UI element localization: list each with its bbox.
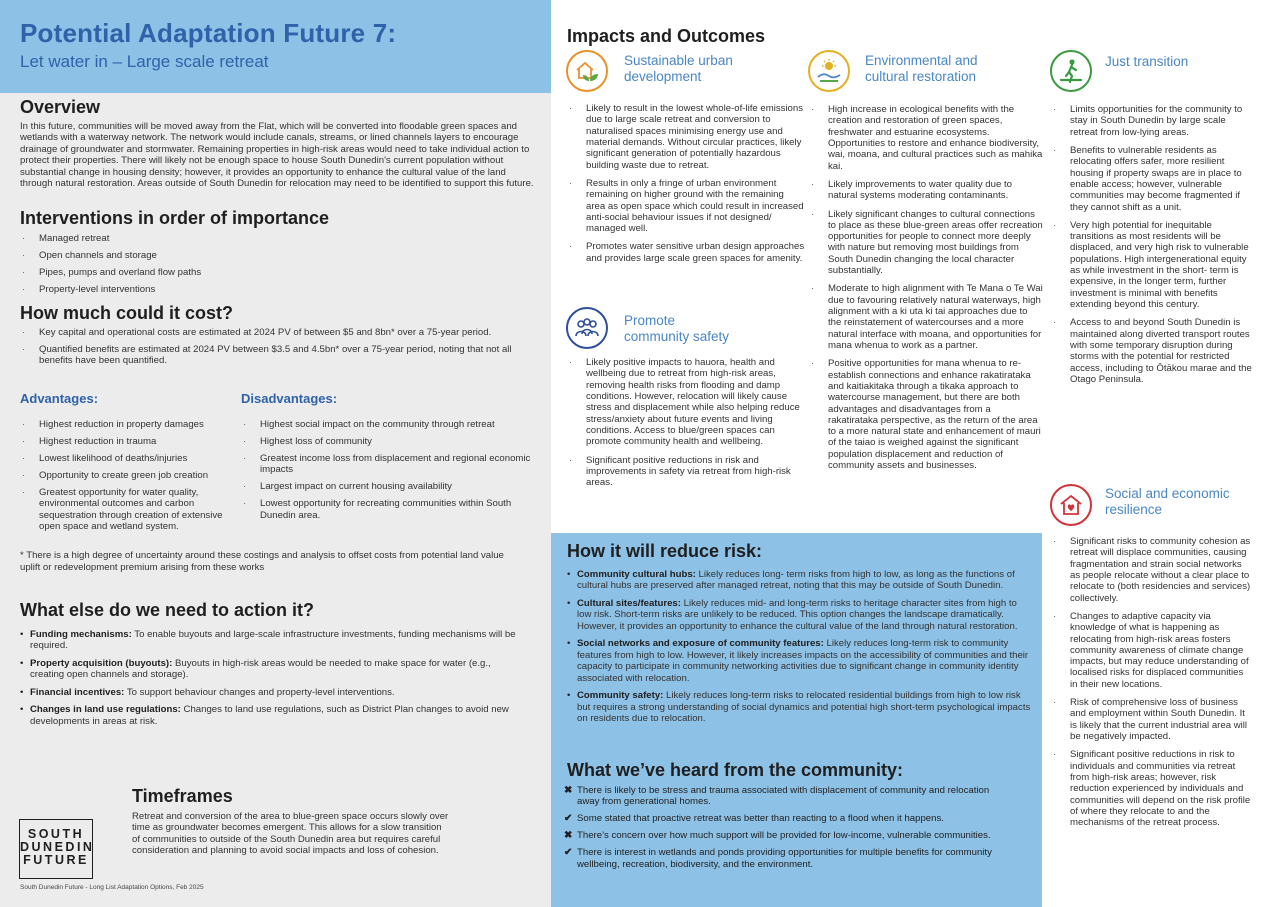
list-item: · Significant risks to community cohesion as retreat will displace communities, causing fragmentation and strain social networks as people relocate without a clear place to relocate to (both residencies and services) collectively.	[1051, 536, 1253, 604]
list-item: · Open channels and storage	[20, 250, 535, 262]
list-item: · Benefits to vulnerable residents as relocating offers safer, more resilient housing if property swaps are in place to enable access; however, vulnerable communities may become fragmented if they cannot shift as a unit.	[1051, 145, 1253, 213]
list-item: · Largest impact on current housing availability	[241, 481, 531, 493]
advantages-heading: Advantages:	[20, 391, 99, 406]
list-item: • Property acquisition (buyouts): Buyouts in high-risk areas would be needed to make space for water (e.g., creating open channels and storage).	[20, 658, 520, 681]
list-item: · Opportunity to create green job creation	[20, 470, 235, 482]
list-item: · Lowest likelihood of deaths/injuries	[20, 453, 235, 465]
check-icon: ✔	[564, 847, 573, 859]
list-item: ✔ There is interest in wetlands and ponds providing opportunities for multiple benefits for community wellbeing, recreation, biodiversity, and the environment.	[564, 847, 992, 870]
list-item: · Likely significant changes to cultural connections to place as these blue-green areas offer recreation opportunities for people to connect more deeply with nature but removing most buildings from South Dunedin changing the local character substantially.	[809, 209, 1043, 277]
list-item: · Pipes, pumps and overland flow paths	[20, 267, 535, 279]
list-item: · Greatest opportunity for water quality, environmental outcomes and carbon sequestration through creation of extensive open space and wetland system.	[20, 487, 235, 533]
heard-heading: What we’ve heard from the community:	[567, 760, 904, 780]
walking-person-icon	[1050, 50, 1092, 92]
list-item: · Access to and beyond South Dunedin is maintained along diverted transport routes with some temporary disruption during storms with the potential for restricted access, including to Ōtākou marae and the Otago Peninsula.	[1051, 317, 1253, 385]
list-item: • Financial incentives: To support behaviour changes and property-level interventions.	[20, 687, 520, 699]
list-item: • Community safety: Likely reduces long-term risks to relocated residential buildings from high to low risk but requires a strong understanding of social dynamics and potential high short-term psychological impacts on residents due to relocation.	[567, 690, 1032, 725]
environment-title: Environmental and cultural restoration	[865, 53, 978, 84]
list-item: · Changes to adaptive capacity via knowledge of what is happening as relocating from high-risk areas fosters community awareness of climate change impacts, but may reduce understanding of localised risks for displaced communities in their new locations.	[1051, 611, 1253, 690]
timeframes-text: Retreat and conversion of the area to blue-green space occurs slowly over time as groundwater becomes emergent. This allows for a slow transition of communities to outside of the South Dunedin area but requires careful consideration and planning to avoid social impacts and loss of cohesion.	[132, 810, 449, 857]
action-heading: What else do we need to action it?	[20, 600, 315, 620]
list-item: · Highest reduction in property damages	[20, 419, 235, 431]
sun-landscape-icon	[808, 50, 850, 92]
page-title: Potential Adaptation Future 7:	[20, 18, 397, 48]
list-item: · Results in only a fringe of urban environment remaining on higher ground with the remaining area as open space which could result in increased anti-social behaviour issues if not designed/ managed well.	[567, 178, 805, 235]
cost-footnote: * There is a high degree of uncertainty around these costings and analysis to offset costs from potential land value uplift or redevelopment premium arising from these works	[20, 550, 504, 573]
list-item: · Positive opportunities for mana whenua to re-establish connections and enhance rakatirataka and kaitiakitaka through a tikaka approach to watercourse management, but there are both advantages and disadvantages from a rakatirataka perspective, as the return of the area to a more natural state and enhancement of mauri of the taiao is weighed against the significant population displacement and reduction of community assets and businesses.	[809, 358, 1043, 471]
community-group-icon	[566, 307, 608, 349]
list-item: · Highest social impact on the community through retreat	[241, 419, 531, 431]
list-item: · High increase in ecological benefits with the creation and restoration of green spaces, freshwater and estuarine ecosystems. Opportunities to restore and enhance biodiversity, wai, moana, and cultural practices such as mahika kai.	[809, 104, 1043, 172]
resilience-list	[1051, 532, 1253, 836]
cost-section	[20, 303, 535, 372]
list-item: · Significant positive reductions in risk and improvements in safety via retreat from high-risk areas.	[567, 455, 805, 489]
safety-list	[567, 353, 805, 495]
urban-title: Sustainable urban development	[624, 53, 733, 84]
disadvantages-section	[241, 391, 531, 527]
interventions-section	[20, 208, 535, 301]
header-banner	[0, 0, 551, 93]
check-icon: ✔	[564, 813, 573, 825]
risk-section	[567, 541, 1032, 731]
overview-section	[20, 97, 535, 190]
list-item: · Property-level interventions	[20, 284, 535, 296]
list-item: · Managed retreat	[20, 233, 535, 245]
environment-list	[809, 100, 1043, 478]
list-item: · Highest loss of community	[241, 436, 531, 448]
list-item: · Highest reduction in trauma	[20, 436, 235, 448]
timeframes-section	[132, 786, 452, 857]
page-subtitle: Let water in – Large scale retreat	[20, 52, 269, 72]
list-item: • Community cultural hubs: Likely reduces long- term risks from high to low, as long as the functions of cultural hubs are preserved after managed retreat, noting that this may be outside of South Dunedin.	[567, 569, 1032, 592]
interventions-heading: Interventions in order of importance	[20, 208, 330, 228]
resilience-title: Social and economic resilience	[1105, 486, 1230, 517]
list-item: · Likely to result in the lowest whole-of-life emissions due to large scale retreat and conversion to naturalised spaces minimising energy use and material demands. Without circular practices, likely significant generation of potentially hazardous building waste due to retreat.	[567, 103, 805, 171]
transition-title: Just transition	[1105, 54, 1189, 69]
list-item: • Social networks and exposure of community features: Likely reduces long-term risk to community features from high to low. However, it likely increases impacts on the accessibility of communities and their capacity to participate in community networking activities due to significant change in community identity associated with relocation.	[567, 638, 1032, 684]
list-item: • Changes in land use regulations: Changes to land use regulations, such as District Plan changes to avoid new developments in areas at risk.	[20, 704, 520, 727]
list-item: · Likely improvements to water quality due to natural systems moderating contaminants.	[809, 179, 1043, 202]
list-item: · Very high potential for inequitable transitions as most residents will be displaced, and very high risk to vulnerable populations. High intergenerational equity as while investment in the short- term is expensive, in the longer term, further investment is minimal with benefits extending beyond this century.	[1051, 220, 1253, 311]
list-item: ✖ There is likely to be stress and trauma associated with displacement of community and relocation away from generational homes.	[564, 784, 990, 808]
impacts-heading: Impacts and Outcomes	[567, 26, 766, 46]
house-plant-icon	[566, 50, 608, 92]
community-heard-section	[564, 760, 1007, 876]
list-item: ✖ There’s concern over how much support will be provided for low-income, vulnerable communities.	[564, 830, 991, 842]
transition-list	[1051, 100, 1253, 392]
advantages-section	[20, 391, 235, 538]
cross-icon: ✖	[564, 784, 573, 796]
timeframes-heading: Timeframes	[132, 786, 233, 806]
cost-heading: How much could it cost?	[20, 303, 234, 323]
list-item: · Promotes water sensitive urban design approaches and provides large scale green spaces for amenity.	[567, 241, 805, 264]
list-item: • Cultural sites/features: Likely reduces mid- and long-term risks to heritage character sites from high to low risk. Short-term risks are unlikely to be reduced. This option changes the landscape dramatically. However, it provides an opportunity to enhance the cultural value of the land through natural restoration.	[567, 598, 1032, 633]
list-item: · Key capital and operational costs are estimated at 2024 PV of between $5 and 8bn* over a 75-year period.	[20, 327, 520, 339]
disadvantages-heading: Disadvantages:	[241, 391, 338, 406]
action-section	[20, 600, 535, 733]
list-item: · Moderate to high alignment with Te Mana o Te Wai due to favouring relatively natural waterways, high alignment with a ki uta ki tai approaches due to the reinstatement of watercourses and a more natural interface with moana, and opportunities for mana whenua to work as a partner.	[809, 283, 1043, 351]
south-dunedin-future-logo: SOUTH DUNEDIN FUTURE	[19, 819, 93, 879]
overview-heading: Overview	[20, 97, 101, 117]
list-item: · Likely positive impacts to hauora, health and wellbeing due to retreat from high-risk areas, removing health risks from flooding and damp conditions. However, relocation will likely cause stress and displacement while also helping reduce stress/anxiety about future events and living conditions. Access to blue/green spaces can promote community health and wellbeing.	[567, 357, 805, 448]
list-item: • Funding mechanisms: To enable buyouts and large-scale infrastructure investments, funding mechanisms will be required.	[20, 629, 520, 652]
list-item: · Significant positive reductions in risk to individuals and communities via retreat from high-risk areas; however, risk reduction experienced by individuals and communities will depend on the risk profile of where they relocate to and the mechanisms of the retreat process.	[1051, 749, 1253, 828]
list-item: · Limits opportunities for the community to stay in South Dunedin by large scale retreat from low-lying areas.	[1051, 104, 1253, 138]
list-item: · Risk of comprehensive loss of business and employment within South Dunedin. It is likely that the current industrial area will be negatively impacted.	[1051, 697, 1253, 742]
footer-text: South Dunedin Future - Long List Adaptation Options, Feb 2025	[20, 884, 204, 891]
urban-list	[567, 99, 805, 271]
safety-title: Promote community safety	[624, 313, 730, 344]
cross-icon: ✖	[564, 830, 573, 842]
list-item: · Lowest opportunity for recreating communities within South Dunedin area.	[241, 498, 531, 521]
list-item: · Greatest income loss from displacement and regional economic impacts	[241, 453, 531, 476]
list-item: · Quantified benefits are estimated at 2024 PV between $3.5 and 4.5bn* over a 75-year period, noting that not all benefits have been quantified.	[20, 344, 520, 367]
heart-house-icon	[1050, 484, 1092, 526]
overview-text: In this future, communities will be moved away from the Flat, which will be converted into floodable green spaces and wetlands with a waterway network. The network would include canals, streams, or lined channels layers to encourage drainage of groundwater and stormwater. Remaining properties in high-risk areas would need to take individual action to protect their properties. There will likely not be enough space to house South Dunedin's current population without substantial change in housing density; however, it provides an opportunity to enhance the cultural value of the land through natural restoration. Areas outside of South Dunedin for relocation may need to be identified to support this future.	[20, 120, 534, 190]
list-item: ✔ Some stated that proactive retreat was better than reacting to a flood when it happens.	[564, 813, 944, 825]
risk-heading: How it will reduce risk:	[567, 541, 763, 561]
